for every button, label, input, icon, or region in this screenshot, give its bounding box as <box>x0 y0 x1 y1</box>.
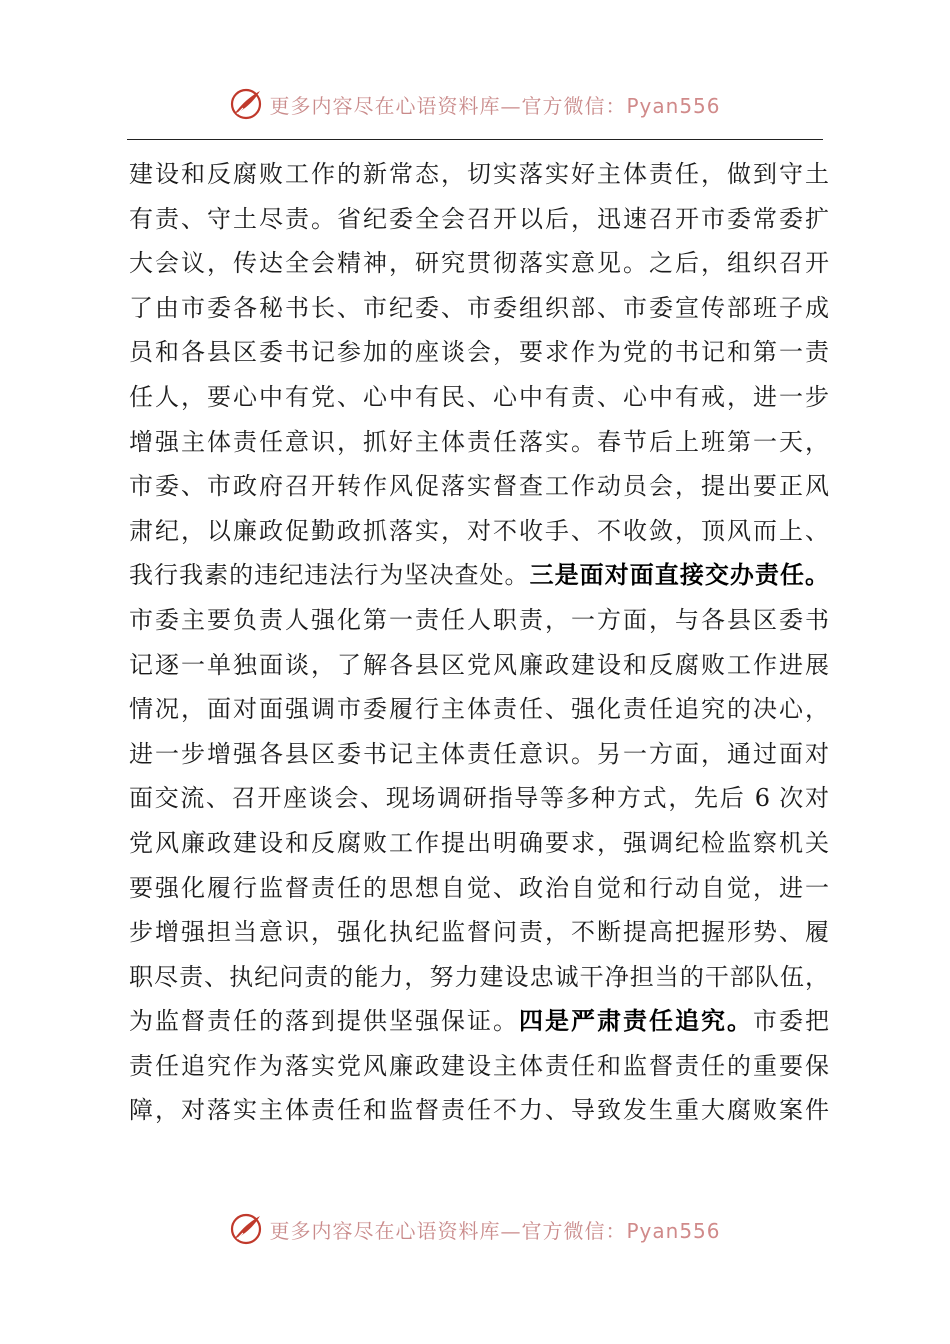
header-banner <box>0 84 950 124</box>
body-line <box>129 375 829 420</box>
body-line <box>129 420 829 465</box>
header-separator: — <box>500 93 522 118</box>
body-line <box>129 330 829 375</box>
body-line-text: 有责、守土尽责。省纪委全会召开以后，迅速召开市委常委扩 <box>129 204 829 233</box>
body-line-text: 员和各县区委书记参加的座谈会，要求作为党的书记和第一责 <box>129 338 829 367</box>
body-line-text: 增强主体责任意识，抓好主体责任落实。春节后上班第一天， <box>129 427 829 456</box>
body-line <box>129 732 829 777</box>
body-line <box>129 553 829 598</box>
body-line-text: 了由市委各秘书长、市纪委、市委组织部、市委宣传部班子成 <box>129 293 829 322</box>
header-wechat-label: 官方微信： <box>521 93 627 118</box>
body-bold-heading: 四是严肃责任追究。 <box>519 1006 753 1036</box>
body-line <box>129 509 829 554</box>
body-line <box>129 643 829 688</box>
body-line <box>129 821 829 866</box>
body-line-text: 为监督责任的落到提供坚强保证。 <box>129 1007 519 1036</box>
quill-logo-icon <box>229 87 263 121</box>
body-line-text: 市委、市政府召开转作风促落实督查工作动员会，提出要正风 <box>129 472 829 501</box>
document-body <box>129 152 829 1133</box>
body-line-text: 大会议，传达全会精神，研究贯彻落实意见。之后，组织召开 <box>129 249 829 278</box>
footer-wechat-label: 官方微信： <box>521 1218 627 1243</box>
body-line-text: 职尽责、执纪问责的能力，努力建设忠诚干净担当的干部队伍， <box>129 962 829 991</box>
body-line-text: 肃纪，以廉政促勤政抓落实，对不收手、不收敛，顶风而上、 <box>129 516 829 545</box>
body-line <box>129 152 829 197</box>
footer-separator: — <box>500 1218 522 1243</box>
body-line-text: 任人，要心中有党、心中有民、心中有责、心中有戒，进一步 <box>129 382 829 411</box>
body-line <box>129 999 829 1044</box>
body-line-text: 面交流、召开座谈会、现场调研指导等多种方式，先后 6 次对 <box>129 784 829 813</box>
header-banner-text <box>269 90 720 119</box>
body-line <box>129 955 829 1000</box>
footer-brand: 更多内容尽在心语资料库 <box>269 1218 501 1243</box>
body-line-text: 责任追究作为落实党风廉政建设主体责任和监督责任的重要保 <box>129 1051 829 1080</box>
body-line-text: 进一步增强各县区委书记主体责任意识。另一方面，通过面对 <box>129 739 829 768</box>
body-line <box>129 197 829 242</box>
header-wechat-id: Pyan556 <box>626 93 721 118</box>
body-line <box>129 241 829 286</box>
body-line-text: 步增强担当意识，强化执纪监督问责，不断提高把握形势、履 <box>129 918 829 947</box>
body-line-text: 障，对落实主体责任和监督责任不力、导致发生重大腐败案件 <box>129 1096 829 1125</box>
body-line <box>129 1044 829 1089</box>
header-divider <box>127 139 823 140</box>
body-bold-heading: 三是面对面直接交办责任。 <box>529 560 829 590</box>
quill-logo-icon <box>229 1212 263 1246</box>
footer-banner-text <box>269 1215 720 1244</box>
body-line-text: 党风廉政建设和反腐败工作提出明确要求，强调纪检监察机关 <box>129 828 829 857</box>
body-line <box>129 1088 829 1133</box>
body-line-text: 要强化履行监督责任的思想自觉、政治自觉和行动自觉，进一 <box>129 873 829 902</box>
body-line <box>129 776 829 821</box>
footer-wechat-id: Pyan556 <box>626 1218 721 1243</box>
body-line <box>129 687 829 732</box>
body-line <box>129 286 829 331</box>
header-brand: 更多内容尽在心语资料库 <box>269 93 501 118</box>
body-line <box>129 598 829 643</box>
body-line-text: 市委把 <box>753 1007 829 1036</box>
body-line <box>129 866 829 911</box>
footer-banner <box>0 1209 950 1249</box>
body-line <box>129 910 829 955</box>
body-line-text: 记逐一单独面谈，了解各县区党风廉政建设和反腐败工作进展 <box>129 650 829 679</box>
body-line-text: 我行我素的违纪违法行为坚决查处。 <box>129 561 530 590</box>
body-line-text: 建设和反腐败工作的新常态，切实落实好主体责任，做到守土 <box>129 160 829 188</box>
body-line-text: 市委主要负责人强化第一责任人职责，一方面，与各县区委书 <box>129 605 829 634</box>
body-line-text: 情况，面对面强调市委履行主体责任、强化责任追究的决心， <box>129 695 829 724</box>
body-line <box>129 464 829 509</box>
